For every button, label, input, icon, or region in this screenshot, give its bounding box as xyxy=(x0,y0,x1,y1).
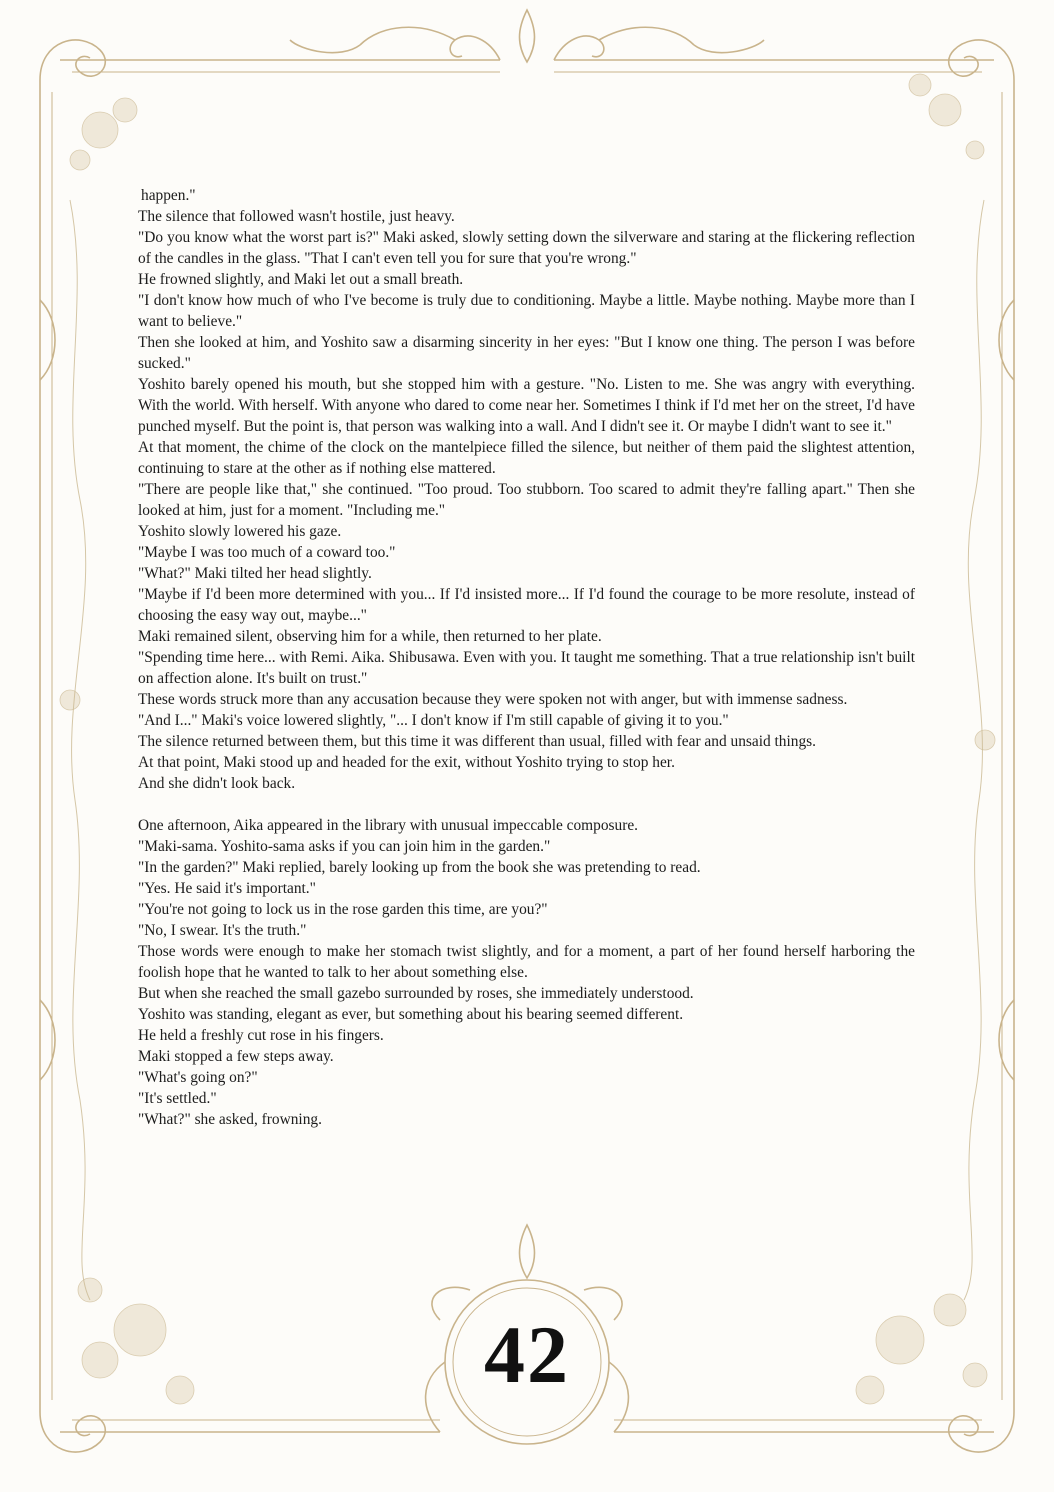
paragraph: happen." xyxy=(141,187,196,204)
paragraph: "No, I swear. It's the truth." xyxy=(138,922,307,939)
paragraph: At that point, Maki stood up and headed for the exit, without Yoshito trying to stop her. xyxy=(138,754,675,771)
paragraph: "Maki-sama. Yoshito-sama asks if you can join him in the garden." xyxy=(138,838,551,855)
paragraph: Yoshito slowly lowered his gaze. xyxy=(138,523,342,540)
paragraph: But when she reached the small gazebo surrounded by roses, she immediately understood. xyxy=(138,985,694,1002)
paragraph: And she didn't look back. xyxy=(138,775,296,792)
paragraph: At that moment, the chime of the clock on the mantelpiece filled the silence, but neither of them paid the slightest attention, continuing to stare at the other as if nothing else mattered. xyxy=(138,439,915,477)
paragraph: Maki remained silent, observing him for a while, then returned to her plate. xyxy=(138,628,602,645)
paragraph: "It's settled." xyxy=(138,1090,217,1107)
paragraph: These words struck more than any accusation because they were spoken not with anger, but with immense sadness. xyxy=(138,691,848,708)
section-break xyxy=(138,794,915,815)
paragraph: "What?" Maki tilted her head slightly. xyxy=(138,565,372,582)
paragraph: "In the garden?" Maki replied, barely looking up from the book she was pretending to read. xyxy=(138,859,701,876)
paragraph: "There are people like that," she continued. "Too proud. Too stubborn. Too scared to admit they're falling apart." Then she looked at him, just for a moment. "Including me." xyxy=(138,481,915,519)
paragraph: He frowned slightly, and Maki let out a small breath. xyxy=(138,271,464,288)
paragraph: "Spending time here... with Remi. Aika. Shibusawa. Even with you. It taught me something. That a true relationship isn't built on affection alone. It's built on trust." xyxy=(138,649,915,687)
paragraph: "I don't know how much of who I've become is truly due to conditioning. Maybe a little. Maybe nothing. Maybe more than I want to believe." xyxy=(138,292,915,330)
paragraph: The silence that followed wasn't hostile, just heavy. xyxy=(138,208,455,225)
paragraph: Yoshito barely opened his mouth, but she stopped him with a gesture. "No. Listen to me. She was angry with everything. With the world. With herself. With anyone who dared to come near her. Sometimes I think if I'd met her on the street, I'd have punched myself. But the point is, that person was walking into a wall. And I didn't see it. Or maybe I didn't want to see it." xyxy=(138,376,915,435)
paragraph: The silence returned between them, but this time it was different than usual, filled with fear and unsaid things. xyxy=(138,733,816,750)
paragraph: "Do you know what the worst part is?" Maki asked, slowly setting down the silverware and staring at the flickering reflection of the candles in the glass. "That I can't even tell you for sure that you're wrong." xyxy=(138,229,915,267)
paragraph: "Maybe I was too much of a coward too." xyxy=(138,544,396,561)
paragraph: He held a freshly cut rose in his fingers. xyxy=(138,1027,384,1044)
paragraph: "Yes. He said it's important." xyxy=(138,880,316,897)
paragraph: Yoshito was standing, elegant as ever, but something about his bearing seemed different. xyxy=(138,1006,684,1023)
paragraph: "What's going on?" xyxy=(138,1069,258,1086)
paragraph: One afternoon, Aika appeared in the library with unusual impeccable composure. xyxy=(138,817,639,834)
body-text xyxy=(138,185,915,1130)
paragraph: Those words were enough to make her stomach twist slightly, and for a moment, a part of her found herself harboring the foolish hope that he wanted to talk to her about something else. xyxy=(138,943,915,981)
page-number: 42 xyxy=(484,1309,570,1400)
paragraph: Maki stopped a few steps away. xyxy=(138,1048,334,1065)
paragraph: "What?" she asked, frowning. xyxy=(138,1111,322,1128)
paragraph: "You're not going to lock us in the rose garden this time, are you?" xyxy=(138,901,548,918)
paragraph: Then she looked at him, and Yoshito saw a disarming sincerity in her eyes: "But I know one thing. The person I was before sucked." xyxy=(138,334,915,372)
paragraph: "And I..." Maki's voice lowered slightly, "... I don't know if I'm still capable of giving it to you." xyxy=(138,712,729,729)
paragraph: "Maybe if I'd been more determined with you... If I'd insisted more... If I'd found the courage to be more resolute, instead of choosing the easy way out, maybe..." xyxy=(138,586,915,624)
